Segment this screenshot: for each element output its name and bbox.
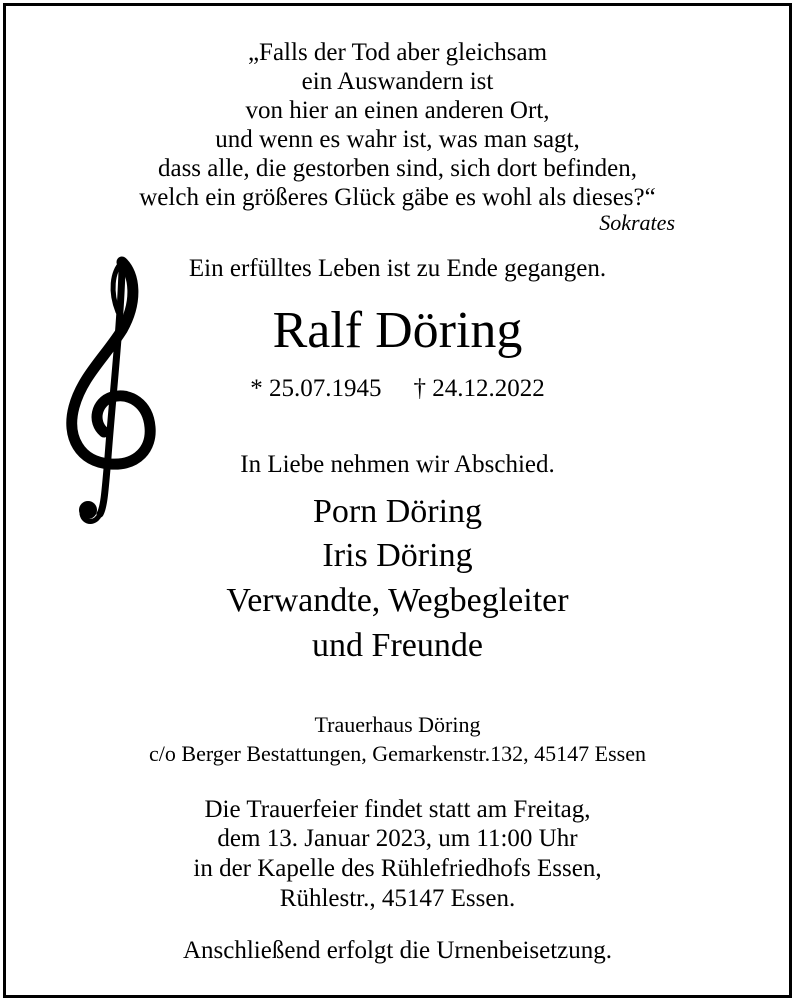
service-line: dem 13. Januar 2023, um 11:00 Uhr bbox=[217, 825, 578, 852]
service-line: Die Trauerfeier findet statt am Freitag, bbox=[204, 796, 591, 823]
farewell-text: In Liebe nehmen wir Abschied. bbox=[240, 451, 555, 478]
urn-burial-note: Anschließend erfolgt die Urnenbeisetzung. bbox=[182, 937, 613, 964]
quote-line: dass alle, die gestorben sind, sich dort befinden, bbox=[157, 155, 638, 182]
quote-line: und wenn es wahr ist, was man sagt, bbox=[215, 126, 580, 153]
service-line: in der Kapelle des Rühlefriedhofs Essen, bbox=[193, 855, 602, 882]
service-line: Rühlestr., 45147 Essen. bbox=[279, 885, 516, 912]
deceased-name: Ralf Döring bbox=[272, 302, 523, 359]
quote-author: Sokrates bbox=[599, 210, 675, 235]
mourner-line: und Freunde bbox=[312, 627, 483, 664]
life-dates bbox=[0, 376, 795, 401]
quote-line: welch ein größeres Glück gäbe es wohl als dieses?“ bbox=[139, 184, 656, 211]
address-line: c/o Berger Bestattungen, Gemarkenstr.132, 45147 Essen bbox=[149, 741, 646, 766]
address-line: Trauerhaus Döring bbox=[314, 712, 481, 737]
birth-date: * 25.07.1945 bbox=[250, 375, 382, 402]
quote-line: ein Auswandern ist bbox=[301, 68, 494, 95]
mourner-line: Iris Döring bbox=[322, 537, 473, 574]
mourner-line: Porn Döring bbox=[312, 493, 483, 530]
quote-line: von hier an einen anderen Ort, bbox=[245, 97, 550, 124]
intro-text: Ein erfülltes Leben ist zu Ende gegangen. bbox=[188, 255, 607, 282]
death-date: † 24.12.2022 bbox=[413, 375, 545, 402]
mourner-line: Verwandte, Wegbegleiter bbox=[226, 582, 569, 619]
quote-line: „Falls der Tod aber gleichsam bbox=[247, 39, 548, 66]
